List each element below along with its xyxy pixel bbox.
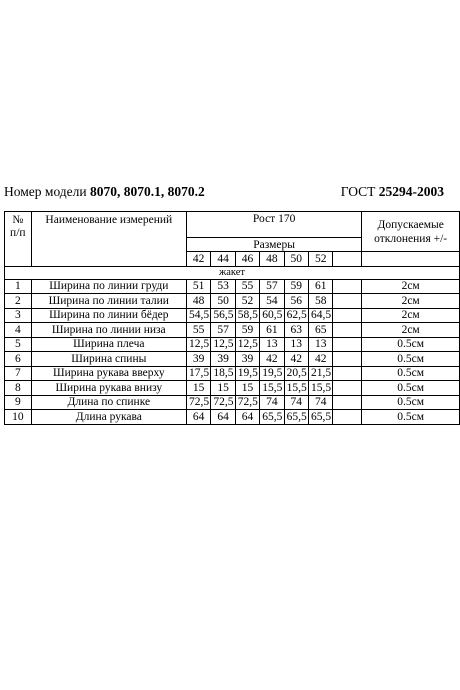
value-cell: 21,5 (309, 366, 333, 381)
value-cell: 48 (186, 294, 210, 309)
table-row (5, 337, 460, 352)
row-number-cell: 10 (5, 410, 32, 425)
row-number-cell: 2 (5, 294, 32, 309)
size-cell: 48 (260, 252, 284, 267)
row-number-cell: 6 (5, 352, 32, 367)
section-label: жакет (5, 266, 460, 279)
col-no-line1: № (12, 214, 24, 226)
value-cell: 42 (309, 352, 333, 367)
value-cell: 59 (284, 279, 308, 294)
table-row (5, 381, 460, 396)
value-cell: 56,5 (211, 308, 235, 323)
tolerance-cell: 2см (362, 323, 460, 338)
value-cell: 58,5 (235, 308, 259, 323)
tolerance-cell: 0.5см (362, 410, 460, 425)
value-cell: 42 (284, 352, 308, 367)
gost-number: 25294-2003 (378, 184, 444, 199)
value-cell: 20,5 (284, 366, 308, 381)
value-cell: 64 (186, 410, 210, 425)
model-numbers: 8070, 8070.1, 8070.2 (90, 184, 205, 199)
measurements-table (4, 211, 460, 425)
tolerance-cell: 0.5см (362, 337, 460, 352)
tolerance-cell: 0.5см (362, 381, 460, 396)
value-cell: 59 (235, 323, 259, 338)
col-tol-line2: отклонения +/- (374, 232, 448, 245)
row-number-cell: 8 (5, 381, 32, 396)
measurement-name-cell: Ширина по линии бёдер (31, 308, 186, 323)
table-row (5, 366, 460, 381)
value-cell: 65,5 (309, 410, 333, 425)
value-cell: 51 (186, 279, 210, 294)
value-cell: 62,5 (284, 308, 308, 323)
measurement-name-cell: Ширина плеча (31, 337, 186, 352)
value-cell: 64,5 (309, 308, 333, 323)
tolerance-cell: 2см (362, 279, 460, 294)
measurement-name-cell: Ширина по линии талии (31, 294, 186, 309)
row-number-cell: 4 (5, 323, 32, 338)
col-name-header: Наименование измерений (31, 212, 186, 267)
value-cell: 72,5 (211, 395, 235, 410)
measurement-name-cell: Ширина рукава внизу (31, 381, 186, 396)
blank-cell (333, 395, 362, 410)
value-cell: 12,5 (211, 337, 235, 352)
gost-line (341, 182, 444, 202)
value-cell: 54 (260, 294, 284, 309)
measurement-name-cell: Ширина рукава вверху (31, 366, 186, 381)
document-header (4, 182, 444, 202)
blank-cell (333, 337, 362, 352)
value-cell: 15 (186, 381, 210, 396)
value-cell: 39 (235, 352, 259, 367)
col-no-line2: п/п (10, 227, 26, 239)
table-row (5, 279, 460, 294)
value-cell: 65,5 (260, 410, 284, 425)
row-number-cell: 1 (5, 279, 32, 294)
sizes-label: Размеры (186, 238, 361, 252)
blank-cell (333, 279, 362, 294)
value-cell: 39 (211, 352, 235, 367)
value-cell: 64 (211, 410, 235, 425)
table-row (5, 294, 460, 309)
value-cell: 63 (284, 323, 308, 338)
value-cell: 72,5 (235, 395, 259, 410)
tolerance-cell: 0.5см (362, 352, 460, 367)
table-row (5, 395, 460, 410)
value-cell: 74 (284, 395, 308, 410)
table-row (5, 308, 460, 323)
col-height-header: Рост 170 (186, 212, 361, 238)
value-cell: 50 (211, 294, 235, 309)
value-cell: 55 (235, 279, 259, 294)
tolerance-cell: 2см (362, 308, 460, 323)
size-cell: 50 (284, 252, 308, 267)
value-cell: 72,5 (186, 395, 210, 410)
value-cell: 52 (235, 294, 259, 309)
value-cell: 13 (309, 337, 333, 352)
table-body (5, 212, 460, 425)
value-cell: 54,5 (186, 308, 210, 323)
value-cell: 65 (309, 323, 333, 338)
size-blank-cell (333, 252, 362, 267)
model-prefix: Номер модели (4, 184, 87, 199)
value-cell: 42 (260, 352, 284, 367)
value-cell: 61 (260, 323, 284, 338)
measurement-name-cell: Ширина спины (31, 352, 186, 367)
value-cell: 13 (260, 337, 284, 352)
size-cell: 46 (235, 252, 259, 267)
tolerance-cell: 2см (362, 294, 460, 309)
tolerance-cell: 0.5см (362, 366, 460, 381)
table-row (5, 323, 460, 338)
table-header-row-1 (5, 212, 460, 238)
table-row (5, 410, 460, 425)
row-number-cell: 5 (5, 337, 32, 352)
value-cell: 12,5 (186, 337, 210, 352)
gost-prefix: ГОСТ (340, 184, 376, 199)
value-cell: 55 (186, 323, 210, 338)
section-row (5, 266, 460, 279)
size-cell: 52 (309, 252, 333, 267)
col-no-header (5, 212, 32, 267)
row-number-cell: 9 (5, 395, 32, 410)
blank-cell (333, 410, 362, 425)
value-cell: 56 (284, 294, 308, 309)
value-cell: 74 (260, 395, 284, 410)
measurement-name-cell: Длина рукава (31, 410, 186, 425)
row-number-cell: 7 (5, 366, 32, 381)
value-cell: 57 (211, 323, 235, 338)
blank-cell (333, 381, 362, 396)
value-cell: 15,5 (309, 381, 333, 396)
value-cell: 64 (235, 410, 259, 425)
col-tol-line1: Допускаемые (377, 218, 444, 231)
blank-cell (333, 294, 362, 309)
value-cell: 15 (211, 381, 235, 396)
value-cell: 58 (309, 294, 333, 309)
value-cell: 65,5 (284, 410, 308, 425)
value-cell: 53 (211, 279, 235, 294)
tolerance-blank-cell (362, 252, 460, 267)
value-cell: 15,5 (284, 381, 308, 396)
value-cell: 13 (284, 337, 308, 352)
value-cell: 61 (309, 279, 333, 294)
blank-cell (333, 323, 362, 338)
value-cell: 57 (260, 279, 284, 294)
measurement-name-cell: Длина по спинке (31, 395, 186, 410)
measurement-name-cell: Ширина по линии груди (31, 279, 186, 294)
value-cell: 19,5 (260, 366, 284, 381)
value-cell: 15,5 (260, 381, 284, 396)
value-cell: 17,5 (186, 366, 210, 381)
model-number-line (4, 182, 205, 202)
tolerance-cell: 0.5см (362, 395, 460, 410)
value-cell: 18,5 (211, 366, 235, 381)
size-cell: 42 (186, 252, 210, 267)
measurement-name-cell: Ширина по линии низа (31, 323, 186, 338)
table-row (5, 352, 460, 367)
size-cell: 44 (211, 252, 235, 267)
value-cell: 15 (235, 381, 259, 396)
value-cell: 74 (309, 395, 333, 410)
value-cell: 19,5 (235, 366, 259, 381)
col-tolerance-header (362, 212, 460, 252)
blank-cell (333, 352, 362, 367)
value-cell: 12,5 (235, 337, 259, 352)
value-cell: 39 (186, 352, 210, 367)
blank-cell (333, 308, 362, 323)
value-cell: 60,5 (260, 308, 284, 323)
blank-cell (333, 366, 362, 381)
row-number-cell: 3 (5, 308, 32, 323)
